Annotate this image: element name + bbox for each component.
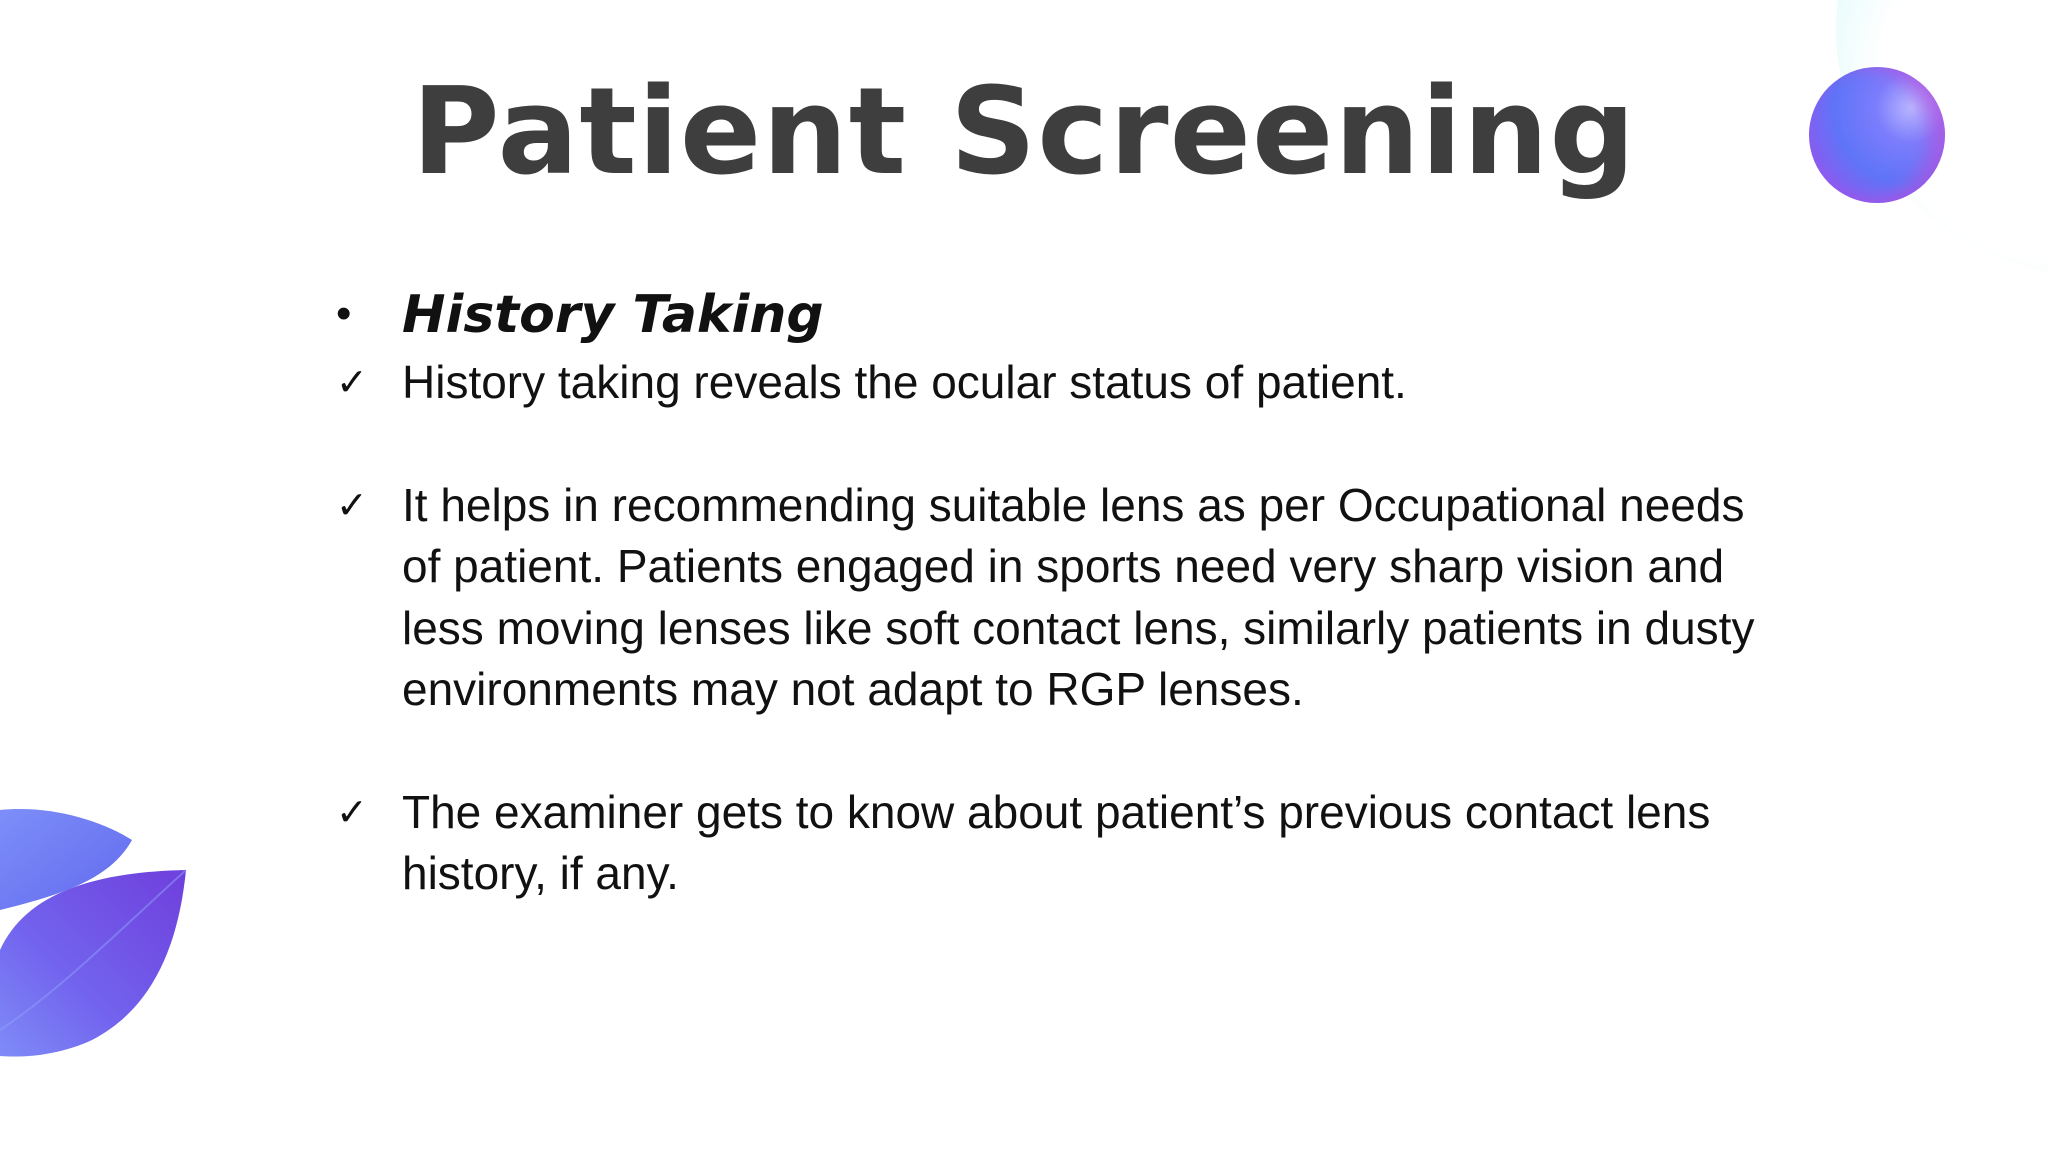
bullet-dot-icon: •	[336, 289, 352, 338]
checklist-item-text: The examiner gets to know about patient’s previous contact lens history, if any.	[402, 785, 1711, 899]
checklist-item	[336, 782, 1776, 905]
checklist-item-text: It helps in recommending suitable lens as per Occupational needs of patient. Patients engaged in sports need very sharp vision and less moving lenses like soft contact lens, similarly patients in dusty environments may not adapt to RGP lenses.	[402, 478, 1755, 715]
check-mark-icon: ✓	[336, 360, 368, 404]
checklist	[336, 352, 1776, 905]
check-mark-icon: ✓	[336, 482, 368, 527]
check-mark-icon: ✓	[336, 789, 368, 834]
leaf-decoration	[0, 800, 200, 1070]
slide-content	[336, 280, 1776, 905]
checklist-item-text: History taking reveals the ocular status of patient.	[402, 356, 1407, 408]
slide-title: Patient Screening	[411, 63, 1637, 202]
checklist-item	[336, 352, 1776, 414]
checklist-item	[336, 475, 1776, 721]
section-heading-row	[336, 280, 1776, 352]
section-heading: History Taking	[402, 285, 824, 345]
